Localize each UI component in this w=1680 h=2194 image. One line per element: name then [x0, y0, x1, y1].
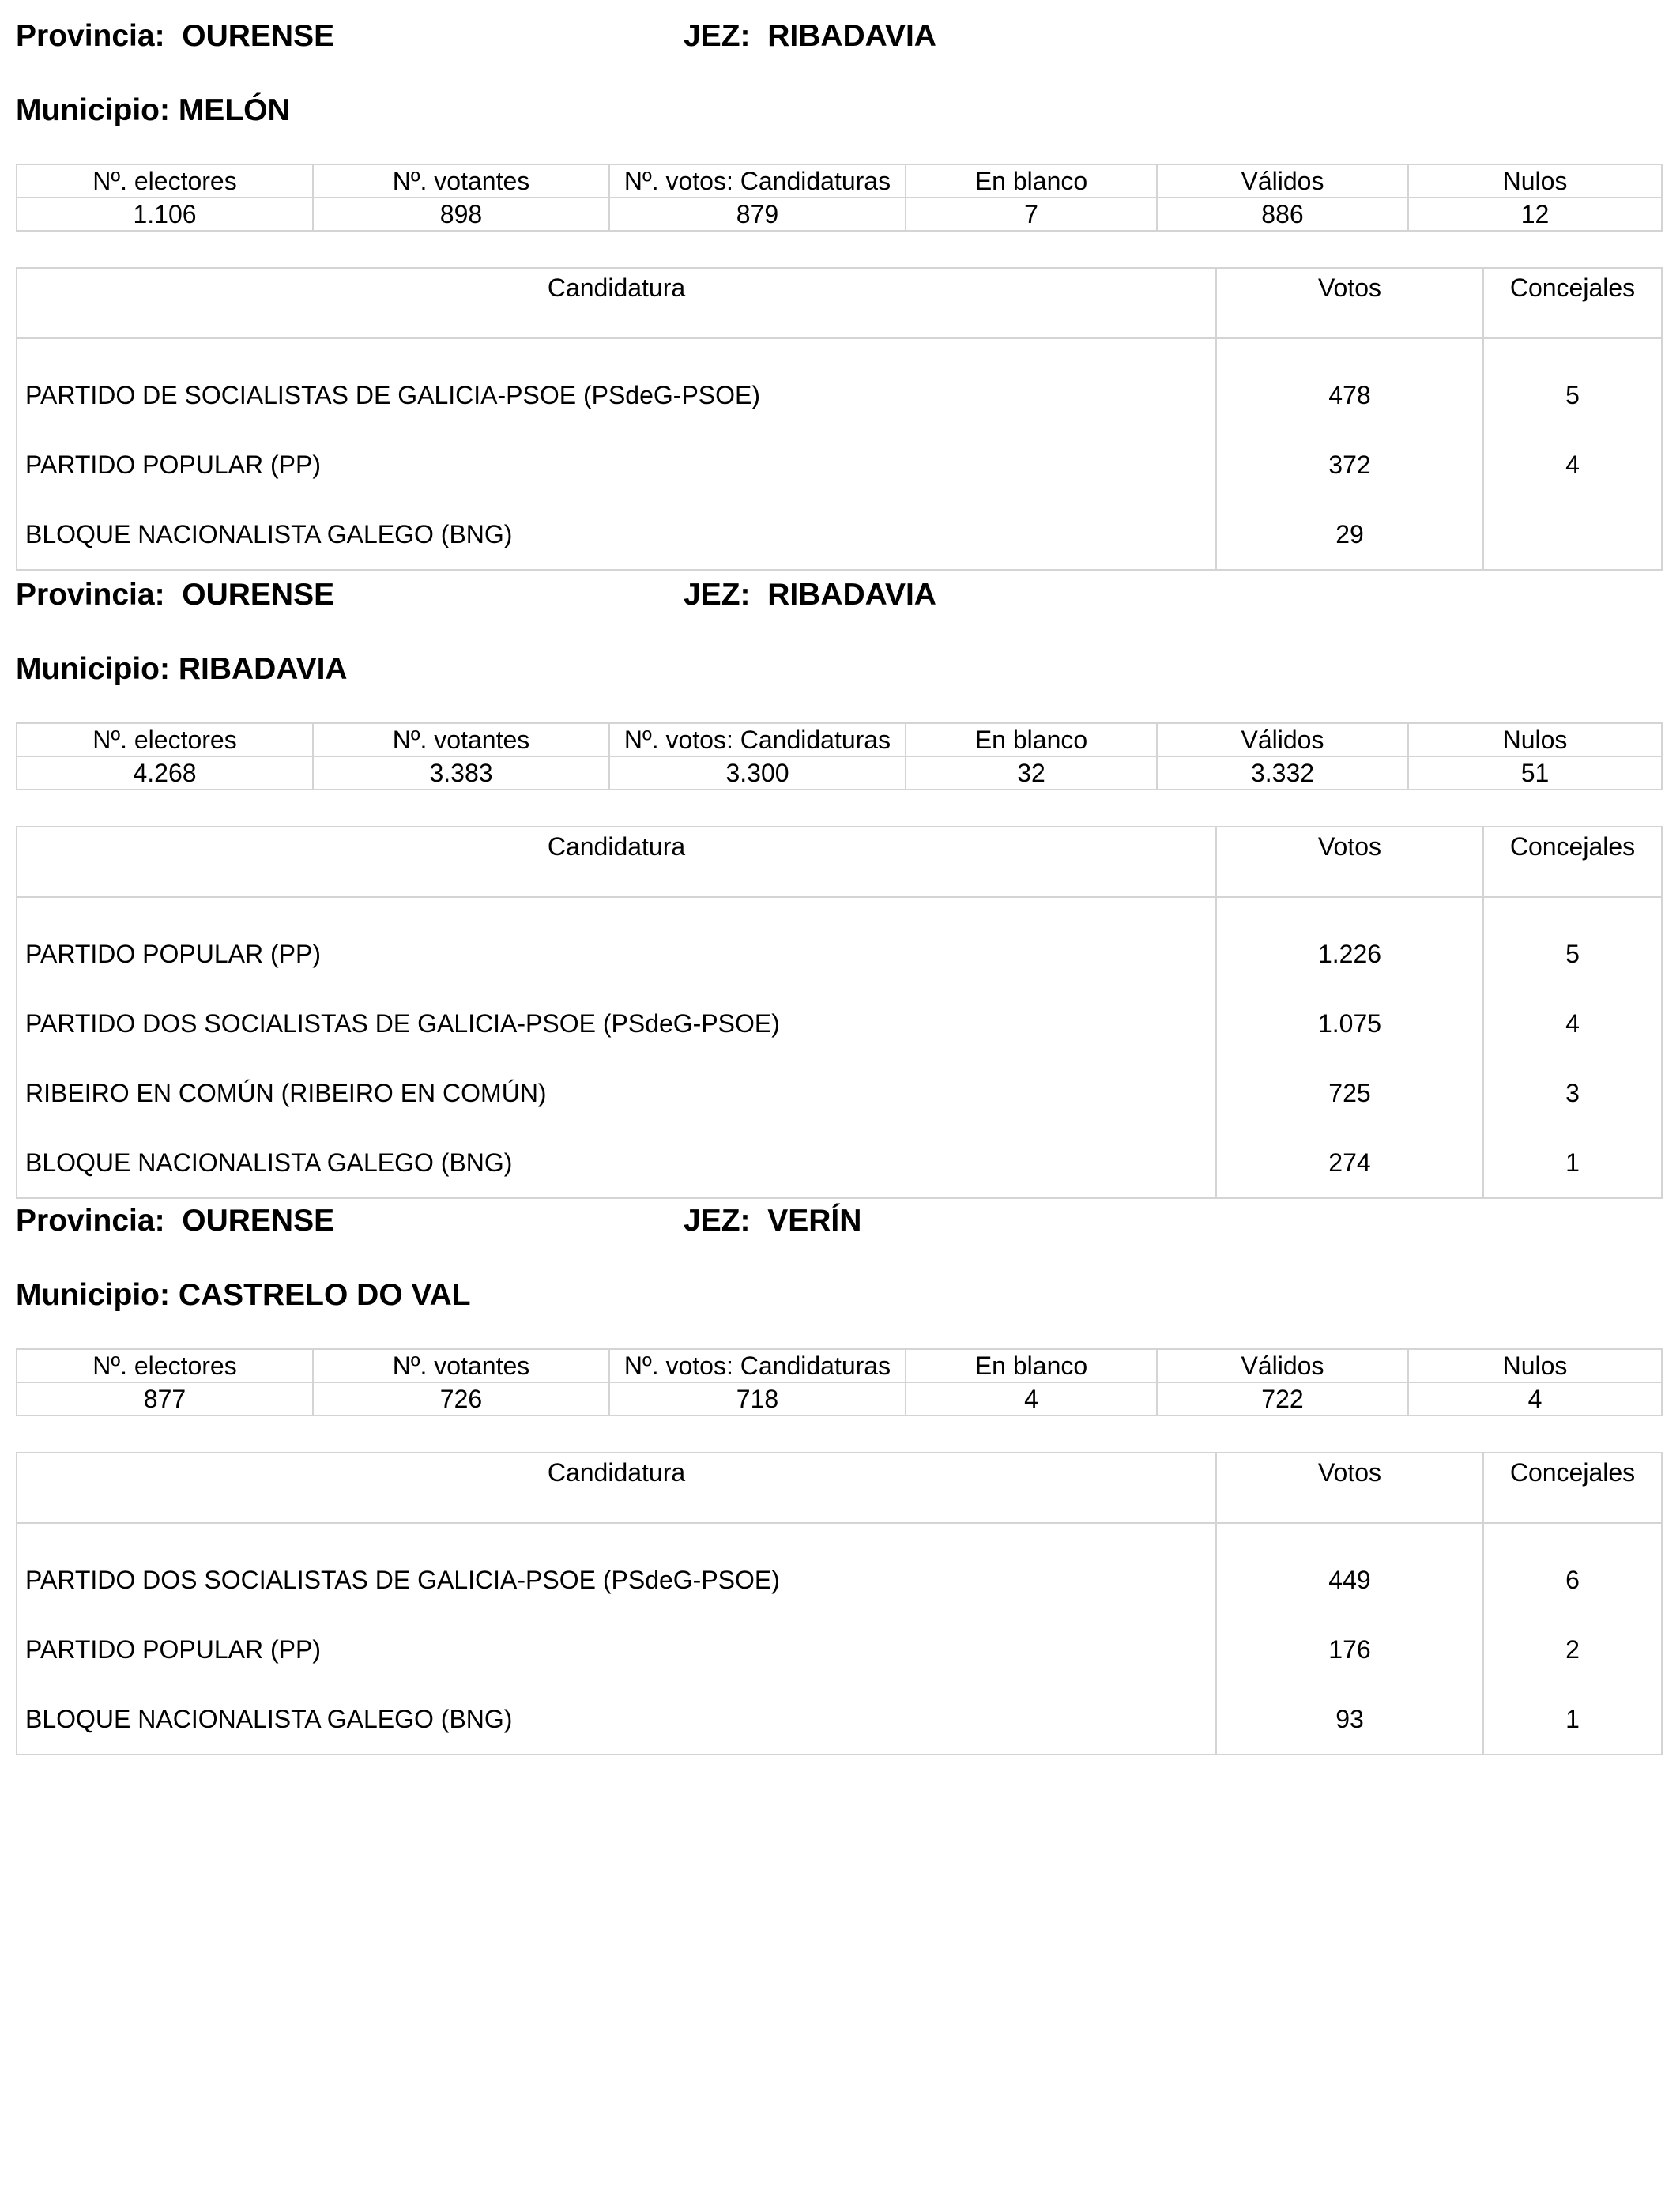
jez-line — [684, 1204, 861, 1238]
stats-value: 51 — [1408, 756, 1662, 790]
cand-votos: 372 — [1216, 430, 1483, 499]
jez-value: VERÍN — [767, 1204, 862, 1238]
table-row — [17, 499, 1662, 570]
municipio-section — [16, 578, 1661, 1177]
section-header — [16, 1204, 1661, 1251]
municipio-label: Municipio: — [16, 1278, 170, 1312]
stats-header-row — [17, 1349, 1662, 1382]
jez-value: RIBADAVIA — [767, 19, 936, 53]
cand-votos: 93 — [1216, 1684, 1483, 1755]
cand-header: Votos — [1216, 827, 1483, 897]
table-row — [17, 1523, 1662, 1615]
stats-value: 898 — [313, 198, 609, 231]
stats-value: 3.332 — [1157, 756, 1408, 790]
stats-header: Nº. votos: Candidaturas — [609, 164, 906, 198]
municipio-line — [16, 1278, 471, 1313]
cand-name: PARTIDO DOS SOCIALISTAS DE GALICIA-PSOE (PSdeG-PSOE) — [17, 1523, 1216, 1615]
stats-header: Nº. electores — [17, 1349, 313, 1382]
cand-concejales: 5 — [1483, 338, 1662, 430]
cand-header: Concejales — [1483, 1453, 1662, 1523]
municipio-value: CASTRELO DO VAL — [178, 1278, 471, 1312]
stats-value-row — [17, 756, 1662, 790]
cand-votos: 274 — [1216, 1128, 1483, 1198]
municipio-line — [16, 652, 348, 687]
cand-votos: 176 — [1216, 1615, 1483, 1684]
municipio-line — [16, 93, 290, 128]
cand-name: PARTIDO POPULAR (PP) — [17, 1615, 1216, 1684]
stats-header: En blanco — [906, 723, 1157, 756]
table-row — [17, 989, 1662, 1058]
stats-value: 722 — [1157, 1382, 1408, 1416]
stats-value: 4.268 — [17, 756, 313, 790]
cand-header-row — [17, 1453, 1662, 1523]
stats-value: 3.383 — [313, 756, 609, 790]
cand-header: Candidatura — [17, 827, 1216, 897]
cand-header: Candidatura — [17, 1453, 1216, 1523]
provincia-line — [16, 1204, 334, 1238]
stats-header: Nulos — [1408, 723, 1662, 756]
cand-header: Concejales — [1483, 827, 1662, 897]
provincia-value: OURENSE — [182, 19, 335, 53]
cand-name: BLOQUE NACIONALISTA GALEGO (BNG) — [17, 499, 1216, 570]
cand-concejales: 4 — [1483, 989, 1662, 1058]
municipio-label: Municipio: — [16, 652, 170, 686]
cand-concejales: 2 — [1483, 1615, 1662, 1684]
stats-header-row — [17, 164, 1662, 198]
section-header — [16, 578, 1661, 625]
provincia-label: Provincia: — [16, 1204, 165, 1238]
stats-value: 877 — [17, 1382, 313, 1416]
stats-value: 879 — [609, 198, 906, 231]
table-row — [17, 430, 1662, 499]
jez-line — [684, 578, 936, 613]
provincia-value: OURENSE — [182, 1204, 335, 1238]
stats-header: Válidos — [1157, 723, 1408, 756]
table-row — [17, 1058, 1662, 1128]
cand-votos: 478 — [1216, 338, 1483, 430]
stats-value: 12 — [1408, 198, 1662, 231]
cand-votos: 449 — [1216, 1523, 1483, 1615]
cand-votos: 1.226 — [1216, 897, 1483, 989]
table-row — [17, 1615, 1662, 1684]
stats-header: Nº. electores — [17, 164, 313, 198]
jez-label: JEZ: — [684, 19, 751, 53]
cand-name: PARTIDO POPULAR (PP) — [17, 897, 1216, 989]
stats-header: Nº. electores — [17, 723, 313, 756]
jez-line — [684, 19, 936, 54]
cand-concejales — [1483, 499, 1662, 570]
cand-concejales: 5 — [1483, 897, 1662, 989]
cand-votos: 725 — [1216, 1058, 1483, 1128]
candidaturas-table — [16, 1452, 1663, 1755]
stats-header: Nº. votantes — [313, 164, 609, 198]
municipio-value: MELÓN — [178, 93, 290, 127]
stats-header: Nº. votantes — [313, 1349, 609, 1382]
provincia-label: Provincia: — [16, 19, 165, 53]
provincia-line — [16, 578, 334, 613]
stats-table — [16, 1348, 1663, 1416]
stats-header: Nº. votos: Candidaturas — [609, 723, 906, 756]
table-row — [17, 1684, 1662, 1755]
jez-label: JEZ: — [684, 578, 751, 612]
stats-header: Nº. votos: Candidaturas — [609, 1349, 906, 1382]
cand-header-row — [17, 268, 1662, 338]
stats-table — [16, 164, 1663, 232]
cand-name: BLOQUE NACIONALISTA GALEGO (BNG) — [17, 1128, 1216, 1198]
stats-header: En blanco — [906, 164, 1157, 198]
cand-header: Votos — [1216, 268, 1483, 338]
stats-value-row — [17, 198, 1662, 231]
cand-concejales: 6 — [1483, 1523, 1662, 1615]
stats-header: Nulos — [1408, 1349, 1662, 1382]
stats-value: 1.106 — [17, 198, 313, 231]
cand-name: PARTIDO POPULAR (PP) — [17, 430, 1216, 499]
cand-header: Candidatura — [17, 268, 1216, 338]
stats-header-row — [17, 723, 1662, 756]
cand-name: PARTIDO DOS SOCIALISTAS DE GALICIA-PSOE (PSdeG-PSOE) — [17, 989, 1216, 1058]
stats-header: Válidos — [1157, 1349, 1408, 1382]
table-row — [17, 1128, 1662, 1198]
cand-name: PARTIDO DE SOCIALISTAS DE GALICIA-PSOE (PSdeG-PSOE) — [17, 338, 1216, 430]
cand-votos: 1.075 — [1216, 989, 1483, 1058]
cand-concejales: 1 — [1483, 1684, 1662, 1755]
cand-header: Votos — [1216, 1453, 1483, 1523]
jez-value: RIBADAVIA — [767, 578, 936, 612]
provincia-line — [16, 19, 334, 54]
cand-concejales: 3 — [1483, 1058, 1662, 1128]
stats-value: 718 — [609, 1382, 906, 1416]
provincia-value: OURENSE — [182, 578, 335, 612]
cand-votos: 29 — [1216, 499, 1483, 570]
stats-value: 4 — [1408, 1382, 1662, 1416]
stats-value: 886 — [1157, 198, 1408, 231]
stats-value: 3.300 — [609, 756, 906, 790]
cand-name: BLOQUE NACIONALISTA GALEGO (BNG) — [17, 1684, 1216, 1755]
stats-value: 726 — [313, 1382, 609, 1416]
candidaturas-table — [16, 826, 1663, 1199]
cand-header: Concejales — [1483, 268, 1662, 338]
stats-header: Nº. votantes — [313, 723, 609, 756]
provincia-label: Provincia: — [16, 578, 165, 612]
stats-header: Válidos — [1157, 164, 1408, 198]
municipio-section — [16, 1204, 1661, 1733]
municipio-section — [16, 19, 1661, 548]
stats-table — [16, 722, 1663, 790]
cand-name: RIBEIRO EN COMÚN (RIBEIRO EN COMÚN) — [17, 1058, 1216, 1128]
stats-value: 32 — [906, 756, 1157, 790]
candidaturas-table — [16, 267, 1663, 571]
stats-value: 7 — [906, 198, 1157, 231]
stats-header: En blanco — [906, 1349, 1157, 1382]
municipio-label: Municipio: — [16, 93, 170, 127]
stats-header: Nulos — [1408, 164, 1662, 198]
table-row — [17, 338, 1662, 430]
stats-value: 4 — [906, 1382, 1157, 1416]
cand-header-row — [17, 827, 1662, 897]
table-row — [17, 897, 1662, 989]
municipio-value: RIBADAVIA — [178, 652, 348, 686]
stats-value-row — [17, 1382, 1662, 1416]
cand-concejales: 4 — [1483, 430, 1662, 499]
section-header — [16, 19, 1661, 66]
cand-concejales: 1 — [1483, 1128, 1662, 1198]
jez-label: JEZ: — [684, 1204, 751, 1238]
